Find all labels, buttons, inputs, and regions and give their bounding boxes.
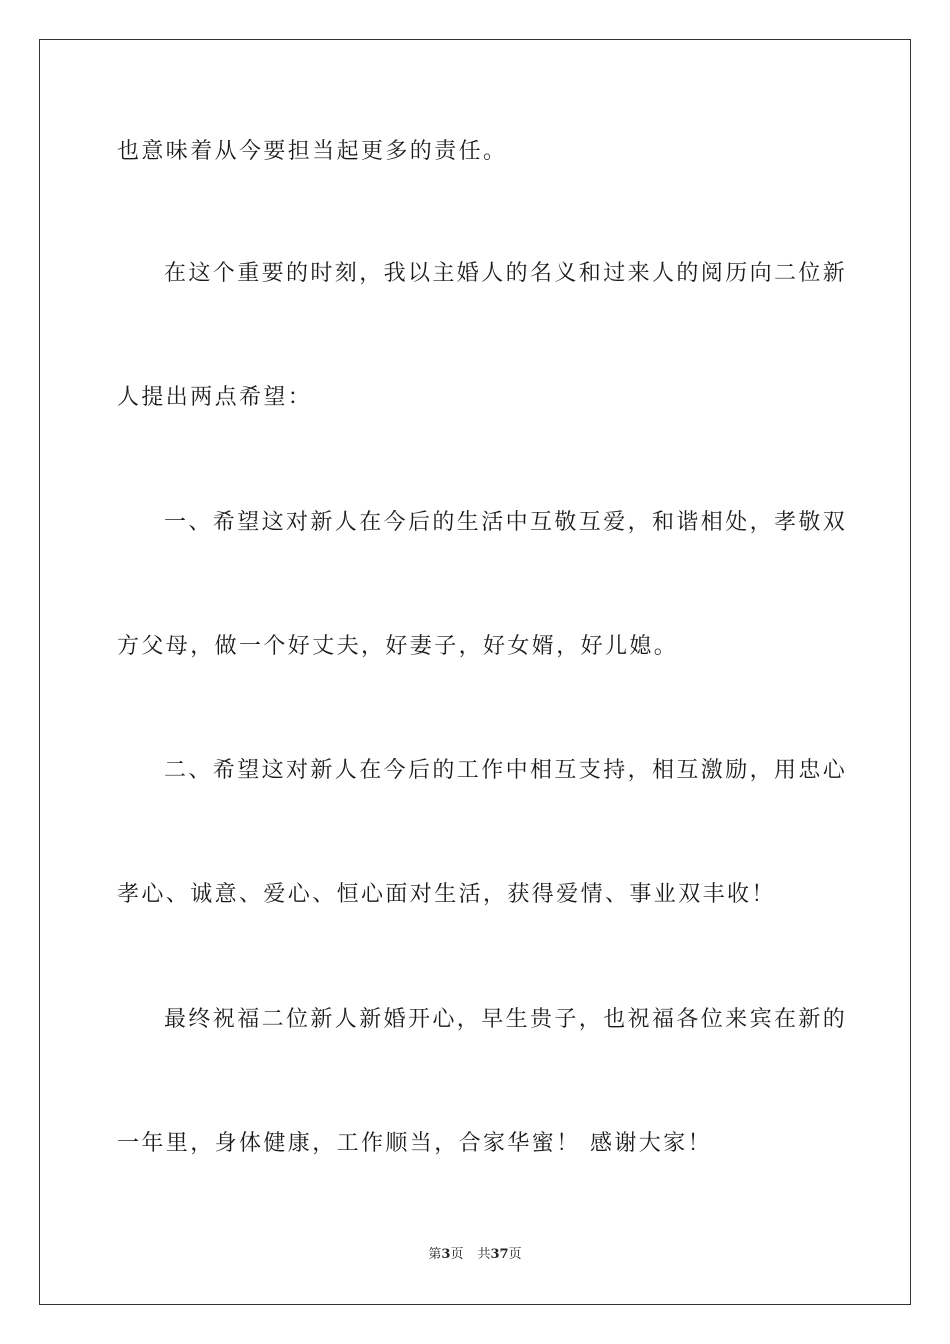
footer-total-prefix: 共 <box>477 1247 491 1262</box>
page-footer <box>0 1246 950 1264</box>
footer-page-prefix: 第 <box>428 1247 442 1262</box>
body-line-9: 一年里，身体健康，工作顺当，合家华蜜！ 感谢大家！ <box>117 1131 712 1156</box>
footer-total-suffix: 页 <box>508 1247 522 1262</box>
footer-total-pages: 37 <box>490 1247 509 1262</box>
body-line-6: 二、希望这对新人在今后的工作中相互支持，相互激励，用忠心 <box>164 758 848 783</box>
body-line-7: 孝心、诚意、爱心、恒心面对生活，获得爱情、事业双丰收！ <box>117 882 776 907</box>
body-line-5: 方父母，做一个好丈夫，好妻子，好女婿，好儿媳。 <box>117 634 679 659</box>
page-frame <box>39 39 911 1305</box>
body-line-2: 在这个重要的时刻，我以主婚人的名义和过来人的阅历向二位新 <box>164 261 848 286</box>
body-line-3: 人提出两点希望： <box>117 385 313 410</box>
footer-page-number: 3 <box>441 1247 451 1262</box>
body-line-1: 也意味着从今要担当起更多的责任。 <box>117 139 508 164</box>
footer-page-suffix: 页 <box>450 1247 464 1262</box>
body-line-4: 一、希望这对新人在今后的生活中互敬互爱，和谐相处，孝敬双 <box>164 510 848 535</box>
body-line-8: 最终祝福二位新人新婚开心，早生贵子，也祝福各位来宾在新的 <box>164 1007 848 1032</box>
